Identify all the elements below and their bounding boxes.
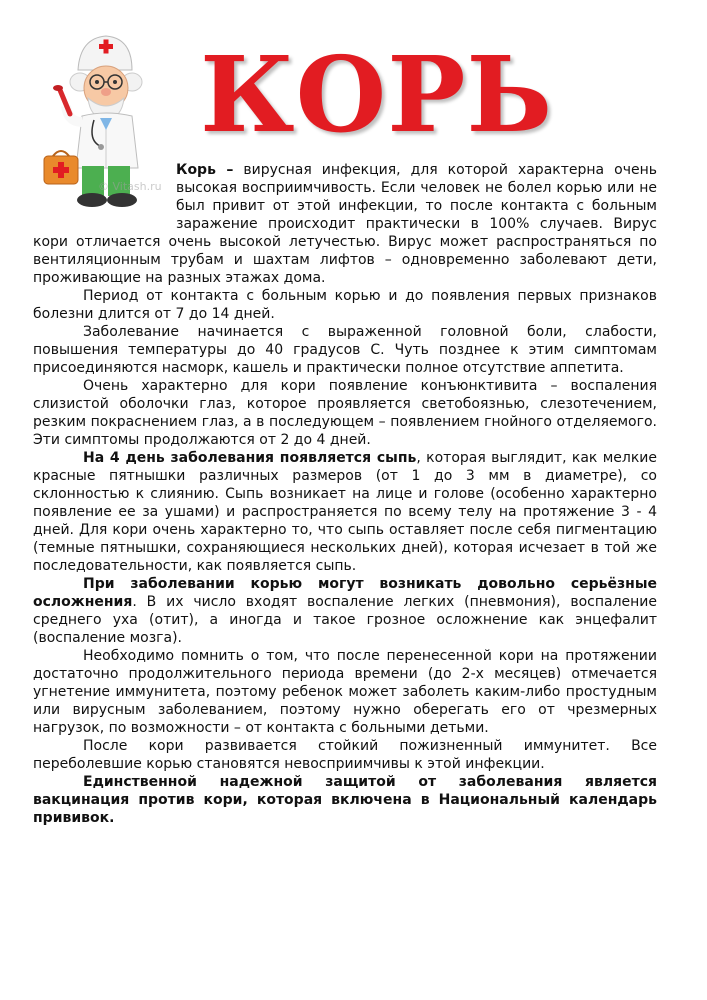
paragraph-conjunctivitis: Очень характерно для кори появление конъюнктивита – воспаления слизистой оболочки глаз, которое проявляется светобоязнью, слезотечением, резким покраснением глаз, а в последующем – появлением гнойного отделяемого. Эти симптомы продолжаются от 2 до 4 дней. (33, 378, 657, 448)
paragraph-onset: Заболевание начинается с выраженной головной боли, слабости, повышения температуры до 40 градусов С. Чуть позднее к этим симптомам присоединяются насморк, кашель и практически полное отсутствие аппетита. (33, 324, 657, 376)
paragraph-text: вирусная инфекция, для которой характерна очень высокая восприимчивость. Если человек не болел корью или не был привит от этой инфекции, то после контакта с больным заражение происходит практически в 100% случаев. Вирус кори отличается очень высокой летучестью. Вирус может распространяться по вентиляционным трубам и шахтам лифтов – одновременно заболевают дети, проживающие на разных этажах дома. (33, 162, 657, 286)
paragraph-incubation: Период от контакта с больным корью и до появления первых признаков болезни длится от 7 до 14 дней. (33, 288, 657, 322)
paragraph-rash (33, 449, 657, 575)
term-bold: Корь – (176, 162, 234, 178)
illustration-spacer (33, 161, 176, 233)
paragraph-text: . В их число входят воспаление легких (пневмония), воспаление среднего уха (отит), а иногда и такое грозное осложнение как энцефалит (воспаление мозга). (33, 594, 657, 646)
rash-bold: На 4 день заболевания появляется сыпь (83, 450, 417, 466)
page-title: КОРЬ (200, 33, 554, 156)
paragraph-immunity-warning: Необходимо помнить о том, что после перенесенной кори на протяжении достаточно продолжительного периода времени (до 2-х месяцев) отмечается угнетение иммунитета, поэтому ребенок может заболеть каким-либо простудным или вирусным заболеванием, поэтому нужно оберегать его от чрезмерных нагрузок, по возможности – от контакта с больными детьми. (33, 648, 657, 736)
vaccination-bold: Единственной надежной защитой от заболевания является вакцинация против кори, которая включена в Национальный календарь прививок. (33, 774, 657, 826)
paragraph-complications (33, 575, 657, 647)
paragraph-lifelong-immunity: После кори развивается стойкий пожизненный иммунитет. Все переболевшие корью становятся невосприимчивы к этой инфекции. (33, 738, 657, 772)
paragraph-text: , которая выглядит, как мелкие красные пятнышки различных размеров (от 1 до 3 мм в диаметре), со склонностью к слиянию. Сыпь возникает на лице и голове (особенно характерно появление ее за ушами) и распространяется по всему телу на протяжение 3 - 4 дней. Для кори очень характерно то, что сыпь оставляет после себя пигментацию (темные пятнышки, сохраняющиеся нескольких дней), которая исчезает в той же последовательности, как появляется сыпь. (33, 450, 657, 574)
complications-bold: При заболевании корью могут возникать довольно серьёзные осложнения (33, 576, 657, 610)
paragraph-vaccination (33, 773, 657, 827)
article-body (33, 161, 657, 827)
watermark-text: © Vitash.ru (98, 180, 162, 193)
